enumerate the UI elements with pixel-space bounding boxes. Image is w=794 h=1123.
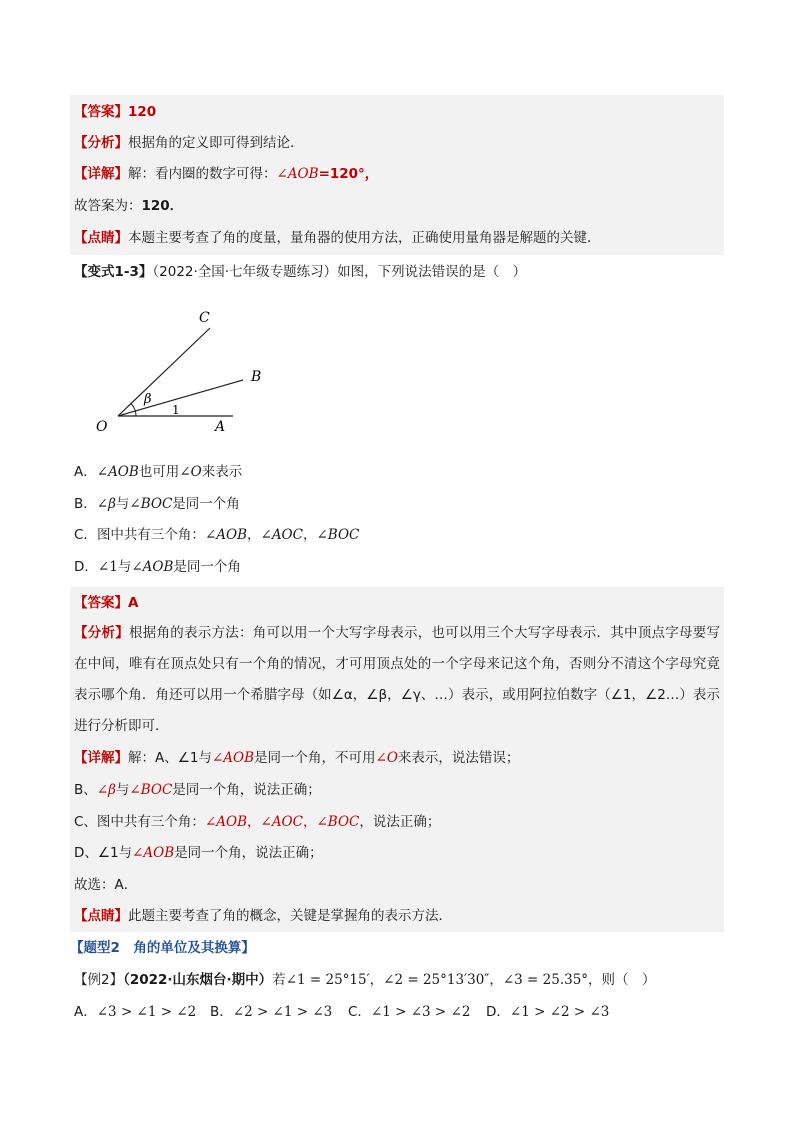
example-tag: 【例2】 bbox=[74, 972, 124, 988]
example-stem bbox=[74, 970, 656, 990]
variant-option-b[interactable] bbox=[74, 494, 240, 514]
example-source: （2022·山东烟台·期中） bbox=[123, 972, 273, 988]
prev-analysis-text: 根据角的定义即可得到结论． bbox=[128, 135, 304, 151]
label-c: C bbox=[199, 310, 210, 326]
prev-conclusion-line bbox=[74, 196, 183, 216]
text-run: O bbox=[190, 464, 202, 480]
option-text bbox=[97, 496, 240, 512]
variant-answer-line bbox=[74, 593, 138, 613]
comment-label: 【点睛】 bbox=[74, 908, 128, 924]
variant-source: （2022·全国·七年级专题练习）如图，下列说法错误的是（ ） bbox=[152, 264, 527, 280]
option-letter: A． bbox=[74, 464, 97, 480]
option-expr: ∠1 > ∠2 > ∠3 bbox=[509, 1004, 610, 1020]
example-option-d[interactable] bbox=[486, 1002, 609, 1022]
text-run: ，∠ bbox=[302, 814, 328, 830]
text-run: ∠ bbox=[179, 464, 191, 480]
text-run: 是同一个角，不可用 bbox=[254, 750, 376, 766]
text-run: ∠ bbox=[204, 527, 217, 543]
variant-option-d[interactable] bbox=[74, 557, 241, 577]
example-stem-text bbox=[272, 972, 655, 988]
text-run: ∠ bbox=[96, 464, 109, 480]
detail-label: 【详解】 bbox=[74, 166, 128, 182]
text-run: ，说法正确； bbox=[359, 814, 441, 830]
text-run: ∠1 = 25°15′，∠2 = 25°13′30″，∠3 = 25.35°， bbox=[285, 972, 602, 988]
example-option-a[interactable] bbox=[74, 1002, 196, 1022]
text-run: ，∠ bbox=[302, 527, 328, 543]
text-run: 来表示 bbox=[201, 464, 243, 480]
angle-arc bbox=[131, 404, 136, 417]
text-run: D、∠1与 bbox=[74, 845, 133, 861]
text-run: ∠1 bbox=[97, 559, 118, 575]
prev-answer-value: 120 bbox=[128, 104, 157, 120]
detail-text bbox=[74, 782, 321, 798]
text-run: C、图中共有三个角： bbox=[74, 814, 205, 830]
text-run: 也可用 bbox=[138, 464, 180, 480]
option-letter: D． bbox=[486, 1004, 510, 1020]
variant-conclusion: 故选：A． bbox=[74, 877, 138, 893]
label-b: B bbox=[251, 369, 262, 385]
variant-analysis-text: 根据角的表示方法：角可以用一个大写字母表示，也可以用三个大写字母表示．其中顶点字母要写在中间，唯有在顶点处只有一个角的情况，才可用顶点处的一个字母来记这个角，否则分不清这个字母究竟表示哪个角．角还可以用一个希腊字母（如∠α，∠β，∠γ、…）表示，或用阿拉伯数字（∠1，∠2…）表示进行分析即可． bbox=[74, 625, 720, 734]
text-run: β bbox=[108, 496, 116, 512]
text-run: AOB bbox=[143, 845, 175, 861]
prev-analysis-line bbox=[74, 133, 304, 153]
text-run: 与 bbox=[117, 559, 132, 575]
option-letter: B． bbox=[74, 496, 97, 512]
section-title: 【题型2 角的单位及其换算】 bbox=[70, 940, 255, 956]
prev-detail-value: =120°， bbox=[318, 166, 379, 182]
variant-option-c[interactable] bbox=[74, 525, 359, 545]
option-letter: C． bbox=[74, 527, 97, 543]
text-run: 来表示，说法错误； bbox=[397, 750, 520, 766]
angle-figure bbox=[88, 300, 278, 440]
answer-label: 【答案】 bbox=[74, 104, 128, 120]
text-run: ∠ bbox=[131, 559, 143, 575]
variant-comment-text: 此题主要考查了角的概念，关键是掌握角的表示方法． bbox=[128, 908, 452, 924]
prev-answer-line bbox=[74, 102, 156, 122]
text-run: ∠ bbox=[132, 845, 144, 861]
detail-text bbox=[74, 845, 323, 861]
option-letter: B． bbox=[210, 1004, 233, 1020]
analysis-label: 【分析】 bbox=[74, 625, 129, 641]
text-run: AOB bbox=[216, 527, 247, 543]
text-run: 是同一个角 bbox=[173, 559, 241, 575]
variant-tag: 【变式1-3】 bbox=[74, 264, 153, 280]
option-text bbox=[97, 527, 359, 543]
option-letter: D． bbox=[74, 559, 98, 575]
prev-conclusion-prefix: 故答案为： bbox=[74, 198, 142, 214]
text-run: BOC bbox=[327, 527, 360, 543]
text-run: AOB bbox=[108, 464, 139, 480]
text-run: 图中共有三个角： bbox=[96, 527, 205, 543]
example-option-c[interactable] bbox=[348, 1002, 470, 1022]
analysis-label: 【分析】 bbox=[74, 135, 128, 151]
text-run: 则（ ） bbox=[601, 972, 656, 988]
detail-text bbox=[128, 750, 519, 766]
text-run: ∠ bbox=[375, 750, 387, 766]
text-run: 与 bbox=[115, 782, 130, 798]
variant-stem bbox=[74, 262, 526, 282]
option-letter: C． bbox=[348, 1004, 371, 1020]
text-run: ∠ bbox=[129, 496, 141, 512]
variant-analysis-para bbox=[74, 618, 720, 742]
label-beta: β bbox=[144, 392, 152, 407]
label-1: 1 bbox=[172, 403, 180, 417]
variant-conclusion-line bbox=[74, 875, 137, 895]
variant-detail-line-3 bbox=[74, 812, 440, 832]
label-a: A bbox=[215, 419, 226, 435]
option-text bbox=[97, 464, 242, 480]
prev-conclusion-value: 120． bbox=[141, 198, 184, 214]
variant-option-a[interactable] bbox=[74, 462, 242, 482]
prev-comment-text: 本题主要考查了角的度量，量角器的使用方法，正确使用量角器是解题的关键． bbox=[128, 230, 601, 246]
option-letter: A． bbox=[74, 1004, 97, 1020]
text-run: β bbox=[108, 782, 116, 798]
text-run: AOB bbox=[216, 814, 247, 830]
text-run: AOB bbox=[142, 559, 174, 575]
text-run: ∠ bbox=[204, 814, 217, 830]
text-run: AOC bbox=[271, 527, 303, 543]
text-run: B、 bbox=[74, 782, 97, 798]
text-run: 是同一个角，说法正确； bbox=[174, 845, 323, 861]
answer-label: 【答案】 bbox=[74, 595, 128, 611]
label-o: O bbox=[96, 419, 108, 435]
prev-detail-angle: ∠AOB bbox=[276, 166, 319, 182]
text-run: ∠ bbox=[211, 750, 224, 766]
option-text bbox=[98, 559, 241, 575]
text-run: 是同一个角 bbox=[172, 496, 240, 512]
text-run: 与 bbox=[115, 496, 130, 512]
option-expr: ∠3 > ∠1 > ∠2 bbox=[96, 1004, 197, 1020]
text-run: BOC bbox=[140, 782, 173, 798]
example-option-b[interactable] bbox=[210, 1002, 332, 1022]
option-expr: ∠1 > ∠3 > ∠2 bbox=[370, 1004, 471, 1020]
text-run: BOC bbox=[327, 814, 360, 830]
text-run: ，∠ bbox=[247, 527, 272, 543]
prev-comment-line bbox=[74, 228, 601, 248]
text-run: 是同一个角，说法正确； bbox=[172, 782, 321, 798]
prev-detail-prefix: 解：看内圈的数字可得： bbox=[128, 166, 277, 182]
detail-label: 【详解】 bbox=[74, 750, 128, 766]
text-run: O bbox=[386, 750, 398, 766]
text-run: 若 bbox=[272, 972, 286, 988]
detail-text bbox=[74, 814, 440, 830]
text-run: AOB bbox=[223, 750, 254, 766]
text-run: BOC bbox=[140, 496, 173, 512]
text-run: AOC bbox=[271, 814, 303, 830]
text-run: 解：A、∠1与 bbox=[128, 750, 212, 766]
prev-detail-line bbox=[74, 164, 378, 184]
variant-answer-value: A bbox=[128, 595, 139, 611]
text-run: ∠ bbox=[129, 782, 141, 798]
comment-label: 【点睛】 bbox=[74, 230, 128, 246]
option-expr: ∠2 > ∠1 > ∠3 bbox=[232, 1004, 333, 1020]
text-run: ，∠ bbox=[247, 814, 272, 830]
variant-detail-line-2 bbox=[74, 780, 321, 800]
text-run: ∠ bbox=[96, 782, 109, 798]
text-run: ∠ bbox=[96, 496, 109, 512]
variant-detail-line-1 bbox=[74, 748, 519, 768]
variant-detail-line-4 bbox=[74, 843, 323, 863]
variant-comment-line bbox=[74, 906, 452, 926]
